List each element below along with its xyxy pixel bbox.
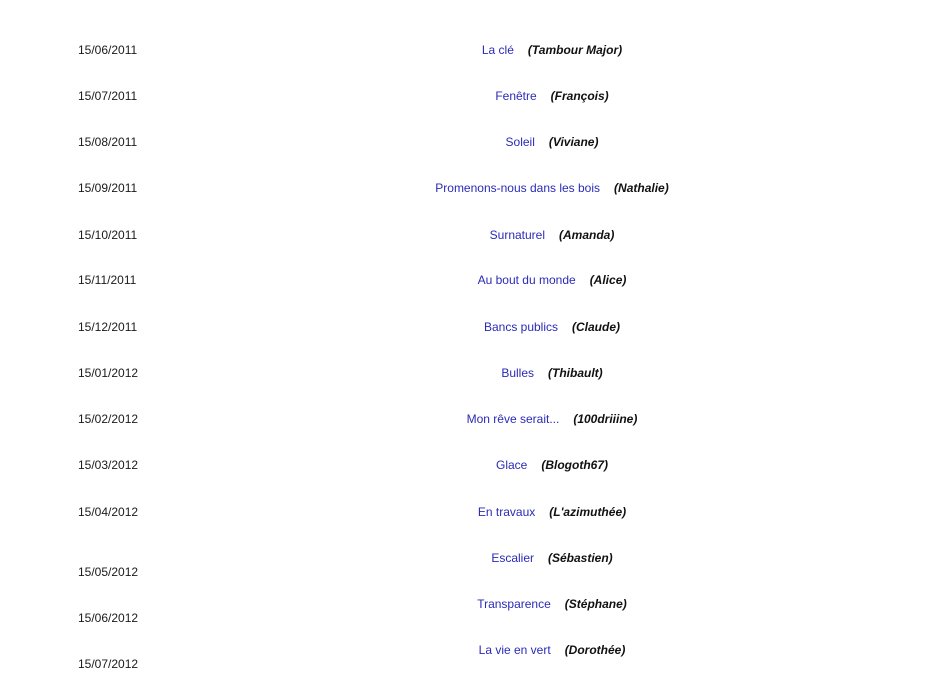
entry-title-link[interactable]: Mon rêve serait... — [466, 412, 560, 426]
list-item — [0, 135, 933, 155]
list-item — [0, 458, 933, 478]
entry-date: 15/04/2012 — [78, 505, 139, 519]
entry-date: 15/12/2011 — [78, 320, 138, 334]
entry-date: 15/02/2012 — [78, 412, 139, 426]
entry-author: (Amanda) — [559, 228, 615, 242]
entry-date: 15/09/2011 — [78, 181, 138, 195]
entry-author: (Alice) — [589, 273, 627, 287]
list-item — [0, 366, 933, 386]
list-item — [0, 89, 933, 109]
entry-author: (100driiine) — [573, 412, 638, 426]
entry-title-link[interactable]: Bancs publics — [483, 320, 559, 334]
entry-title-link[interactable]: Fenêtre — [495, 89, 537, 103]
entry-author: (Dorothée) — [564, 643, 626, 657]
entry-date: 15/07/2012 — [78, 657, 139, 671]
entry-author: (Nathalie) — [614, 181, 669, 195]
list-item — [0, 43, 933, 63]
entry-author: (Claude) — [572, 320, 621, 334]
list-item — [0, 320, 933, 340]
entry-title-link[interactable]: Soleil — [505, 135, 535, 149]
entry-title-link[interactable]: La vie en vert — [478, 643, 551, 657]
entry-title-link[interactable]: En travaux — [477, 505, 536, 519]
entry-date: 15/06/2012 — [78, 611, 139, 625]
entry-date: 15/10/2011 — [78, 228, 138, 242]
entry-title-link[interactable]: Bulles — [501, 366, 535, 380]
entry-title-link[interactable]: Glace — [495, 458, 528, 472]
entry-title-link[interactable]: Promenons-nous dans les bois — [435, 181, 601, 195]
list-item-date-line — [0, 657, 933, 677]
entry-author: (Thibault) — [548, 366, 603, 380]
entry-author: (Blogoth67) — [541, 458, 608, 472]
entry-author: (Stéphane) — [564, 597, 627, 611]
list-item — [0, 181, 933, 201]
entry-title-link[interactable]: La clé — [481, 43, 514, 57]
entry-author: (Sébastien) — [548, 551, 613, 565]
list-item — [0, 228, 933, 248]
entry-date: 15/06/2011 — [78, 43, 138, 57]
list-item-date-line — [0, 565, 933, 585]
entry-date: 15/11/2011 — [78, 273, 137, 287]
entry-date: 15/03/2012 — [78, 458, 139, 472]
list-item-date-line — [0, 611, 933, 631]
entry-title-link[interactable]: Au bout du monde — [477, 273, 576, 287]
entry-date: 15/07/2011 — [78, 89, 138, 103]
entry-author: (Tambour Major) — [527, 43, 623, 57]
list-item — [0, 505, 933, 525]
entry-author: (François) — [550, 89, 609, 103]
list-item — [0, 412, 933, 432]
entry-author: (Viviane) — [548, 135, 599, 149]
entry-date: 15/05/2012 — [78, 565, 139, 579]
entry-title-link[interactable]: Transparence — [477, 597, 551, 611]
entry-author: (L'azimuthée) — [549, 505, 627, 519]
entry-title-link[interactable]: Escalier — [491, 551, 534, 565]
entry-date: 15/01/2012 — [78, 366, 139, 380]
entry-title-link[interactable]: Surnaturel — [489, 228, 546, 242]
entry-date: 15/08/2011 — [78, 135, 138, 149]
list-item — [0, 273, 933, 293]
